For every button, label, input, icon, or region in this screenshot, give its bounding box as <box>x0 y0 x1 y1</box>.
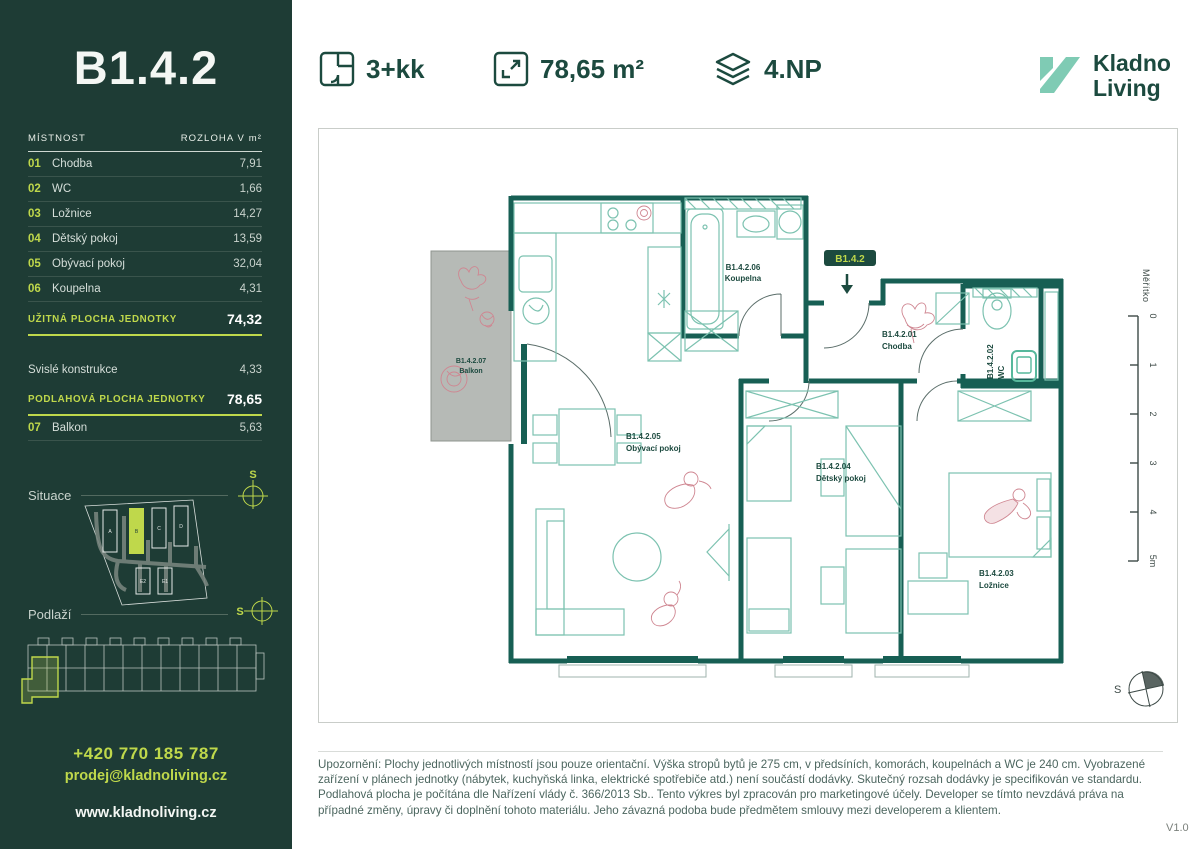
row-num: 04 <box>28 233 41 245</box>
room-label-balkon: B1.4.2.07 <box>455 358 487 365</box>
disposition-label: 3+kk <box>366 54 425 84</box>
row-area: 7,91 <box>239 158 262 170</box>
row-area: 13,59 <box>233 233 262 245</box>
email-address: prodej@kladnoliving.cz <box>64 768 228 784</box>
building-b-label: B <box>134 529 139 535</box>
room-name-koupelna: Koupelna <box>724 274 762 283</box>
room-name-wc: WC <box>997 365 1006 379</box>
row-name: Balkon <box>52 422 88 434</box>
row-num: 03 <box>28 208 41 220</box>
area-icon <box>492 50 530 88</box>
room-label-chodba: B1.4.2.01 <box>882 330 917 339</box>
footer-divider <box>318 751 1163 752</box>
floor-level-icon <box>712 50 754 90</box>
podlazi-label: Podlaží <box>28 607 72 622</box>
scale-ruler <box>1128 316 1138 561</box>
doors <box>527 294 963 437</box>
compass-n-label: S <box>236 606 244 618</box>
row-num: 02 <box>28 183 41 195</box>
scale-tick: 1 <box>1148 362 1158 368</box>
usable-area-row <box>28 302 262 336</box>
row-area: 32,04 <box>233 258 262 270</box>
balcony-row <box>28 416 262 441</box>
room-label-wc: B1.4.2.02 <box>986 344 995 379</box>
table-row <box>28 202 262 227</box>
disclaimer-text: Upozornění: Plochy jednotlivých místností jsou pouze orientační. Výška stropů bytů je 275 cm, v předsíních, komorách, koupelnách a WC je 240 cm. Vyobrazené zařízení v plánech jednotky (nábytek, kuchyňská linka, elektrické spotřebiče atd.) není součástí dodávky. Skutečný rozsah dodávky je specifikován ve standardu. Podlahová plocha je počítána dle Nařízení vlády č. 366/2013 Sb.. Tento výkres byl zpracován pro marketingové účely. Developer se tímto nevzdává práva na případné změny, úpravy či doplnění tohoto materiálu. Jeho závazná podoba bude předmětem smlouvy mezi developerem a klientem. <box>318 758 1146 817</box>
pot-icon <box>637 206 651 220</box>
table-row <box>28 177 262 202</box>
compass-n-label: S <box>249 469 257 481</box>
row-area: 14,27 <box>233 208 262 220</box>
row-name: Chodba <box>52 158 93 170</box>
floor-area-row <box>28 382 262 416</box>
row-num: 07 <box>28 422 41 434</box>
version-label: V1.0 <box>1166 822 1189 834</box>
balcony-door-leaf <box>521 344 527 444</box>
website-url: www.kladnoliving.cz <box>75 805 217 821</box>
room-label-koupelna: B1.4.2.06 <box>725 263 761 272</box>
row-name: Koupelna <box>52 283 101 295</box>
room-label-loznice: B1.4.2.03 <box>979 569 1014 578</box>
floorplan-drawing <box>319 129 1177 722</box>
col-room: MÍSTNOST <box>28 133 86 144</box>
person-figure <box>984 489 1030 523</box>
room-label-obyvaci: B1.4.2.05 <box>626 432 661 441</box>
row-name: Obývací pokoj <box>52 258 125 270</box>
building-d-label: D <box>179 524 183 530</box>
room-name-obyvaci: Obývací pokoj <box>626 444 681 453</box>
row-name: WC <box>52 183 72 195</box>
construction-row <box>28 358 262 382</box>
balcony-area <box>431 251 511 441</box>
walls <box>509 196 1063 663</box>
room-name-loznice: Ložnice <box>979 581 1009 590</box>
usable-value: 74,32 <box>226 311 262 327</box>
room-label-detsky: B1.4.2.04 <box>816 462 851 471</box>
room-name-chodba: Chodba <box>882 342 912 351</box>
row-area: 4,31 <box>239 283 262 295</box>
phone-number: +420 770 185 787 <box>73 744 219 763</box>
room-name-balkon: Balkon <box>459 368 483 375</box>
unit-badge <box>824 250 876 294</box>
kladno-logo-mark <box>1036 51 1084 99</box>
scale-tick: 0 <box>1148 313 1158 319</box>
table-row <box>28 152 262 177</box>
furniture <box>514 198 1058 635</box>
entry-arrow-icon <box>841 274 853 294</box>
building-e2-label: E2 <box>139 579 147 585</box>
floor-value: 78,65 <box>226 391 262 407</box>
row-num: 05 <box>28 258 41 270</box>
brand-name <box>1093 51 1171 100</box>
room-table-header <box>28 133 262 152</box>
table-row <box>28 227 262 252</box>
building-c-label: C <box>157 526 161 532</box>
row-num: 01 <box>28 158 41 170</box>
col-area: ROZLOHA V m² <box>180 133 262 144</box>
construction-value: 4,33 <box>239 364 262 376</box>
unit-title: B1.4.2 <box>73 41 219 94</box>
building-a-label: A <box>108 529 112 535</box>
scale-tick: 2 <box>1148 411 1158 417</box>
floor-level-label: 4.NP <box>764 54 822 84</box>
room-table <box>28 133 262 441</box>
row-name: Ložnice <box>52 208 92 220</box>
person-figure <box>651 581 680 626</box>
floor-overview <box>18 625 274 717</box>
row-num: 06 <box>28 283 41 295</box>
floor-label: PODLAHOVÁ PLOCHA JEDNOTKY <box>28 393 206 405</box>
scale-tick: 3 <box>1148 460 1158 466</box>
pot-icon <box>641 210 648 217</box>
room-labels <box>456 263 1014 590</box>
row-area: 5,63 <box>239 422 262 434</box>
room-name-detsky: Dětský pokoj <box>816 474 866 483</box>
situace-label: Situace <box>28 488 72 503</box>
brand-line1: Kladno <box>1093 50 1171 76</box>
contact-block <box>0 744 292 821</box>
compass-s-label: S <box>1114 684 1122 696</box>
compass-icon <box>1128 671 1164 707</box>
scale-labels <box>1141 269 1158 567</box>
row-name: Dětský pokoj <box>52 233 118 245</box>
podlazi-heading <box>28 607 228 622</box>
floorplan-frame <box>318 128 1178 723</box>
person-figure <box>665 472 711 508</box>
brand-line2: Living <box>1093 74 1161 101</box>
construction-label: Svislé konstrukce <box>28 364 118 376</box>
scale-tick: 5m <box>1148 554 1158 568</box>
scale-title: Měřítko <box>1141 269 1151 303</box>
unit-badge-label: B1.4.2 <box>835 254 865 265</box>
highlighted-unit <box>22 657 58 703</box>
table-row <box>28 252 262 277</box>
floorplan-icon <box>318 50 356 88</box>
row-area: 1,66 <box>239 183 262 195</box>
compass-icon <box>232 596 284 628</box>
building-e1-label: E1 <box>161 579 169 585</box>
usable-label: UŽITNÁ PLOCHA JEDNOTKY <box>28 313 177 325</box>
area-label: 78,65 m² <box>540 54 645 84</box>
scale-tick: 4 <box>1148 509 1158 515</box>
table-row <box>28 277 262 302</box>
sidebar <box>0 0 292 849</box>
brand-logo <box>1036 51 1171 100</box>
